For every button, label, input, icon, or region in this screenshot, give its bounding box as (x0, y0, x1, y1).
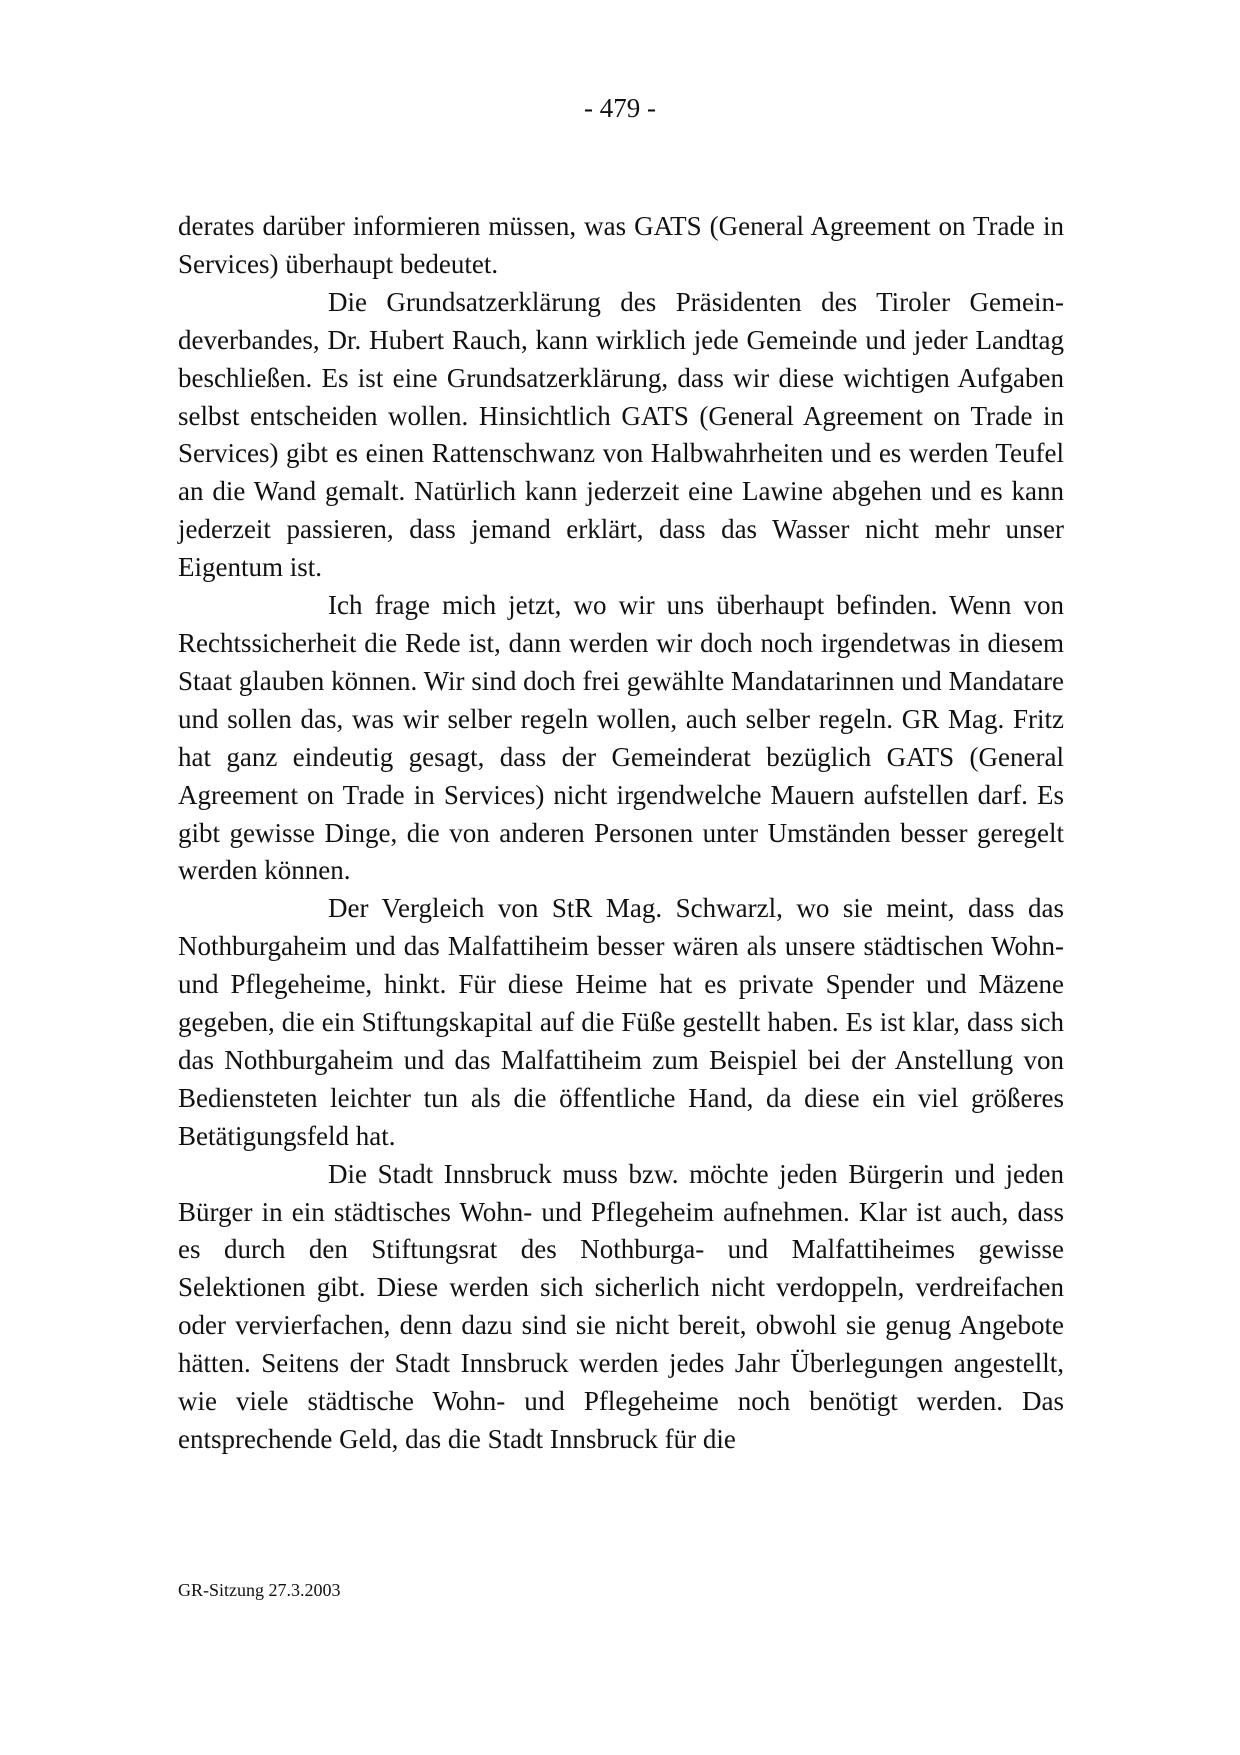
paragraph-rechtssicherheit: Ich frage mich jetzt, wo wir uns überhaupt befinden. Wenn von Rechtssicherheit die Rede ist, dann werden wir doch noch irgendetwas in diesem Staat glauben können. Wir sind doch frei gewählte Mandatarinnen und Mandatare und sollen das, was wir selber regeln wollen, auch selber regeln. GR Mag. Fritz hat ganz eindeutig gesagt, dass der Gemeinderat bezüglich GATS (General Agreement on Trade in Services) nicht irgendwelche Mauern aufstellen darf. Es gibt gewisse Dinge, die von anderen Personen unter Umständen besser geregelt werden können. (178, 590, 1064, 886)
paragraph-stadt-innsbruck: Die Stadt Innsbruck muss bzw. möchte jeden Bürgerin und jeden Bürger in ein städtisches Wohn- und Pflegeheim aufnehmen. Klar ist auch, dass es durch den Stiftungsrat des Nothburga- und Malfattiheimes gewisse Selektionen gibt. Diese werden sich sicherlich nicht verdoppeln, verdreifachen oder vervierfachen, denn dazu sind sie nicht bereit, obwohl sie genug Angebote hätten. Seitens der Stadt Innsbruck werden jedes Jahr Überlegungen angestellt, wie viele städtische Wohn- und Pflegeheime noch benötigt werden. Das entsprechende Geld, das die Stadt Innsbruck für die (178, 1158, 1064, 1454)
paragraph-continuation: derates darüber informieren müssen, was GATS (General Agreement on Trade in Services) überhaupt bedeutet. (178, 211, 1064, 279)
paragraph-vergleich: Der Vergleich von StR Mag. Schwarzl, wo sie meint, dass das Nothburgaheim und das Malfattiheim besser wären als unsere städtischen Wohn- und Pflegeheime, hinkt. Für diese Heime hat es private Spender und Mäzene gegeben, die ein Stiftungskapital auf die Füße gestellt haben. Es ist klar, dass sich das Nothburgaheim und das Malfattiheim zum Beispiel bei der Anstellung von Bediensteten leichter tun als die öffentliche Hand, da diese ein viel größeres Betätigungsfeld hat. (178, 893, 1064, 1151)
body-text (178, 208, 1064, 1459)
page-footer: GR-Sitzung 27.3.2003 (178, 1580, 341, 1600)
page-number: - 479 - (584, 93, 656, 123)
paragraph-grundsatzerklaerung: Die Grundsatzerklärung des Präsidenten des Tiroler Gemeindeverbandes, Dr. Hubert Rauch, kann wirklich jede Gemeinde und jeder Landtag beschließen. Es ist eine Grundsatzerklärung, dass wir diese wichtigen Aufgaben selbst entscheiden wollen. Hinsichtlich GATS (General Agreement on Trade in Services) gibt es einen Rattenschwanz von Halbwahrheiten und es werden Teufel an die Wand gemalt. Natürlich kann jederzeit eine Lawine abgehen und es kann jederzeit passieren, dass jemand erklärt, dass das Wasser nicht mehr unser Eigentum ist. (178, 286, 1064, 583)
